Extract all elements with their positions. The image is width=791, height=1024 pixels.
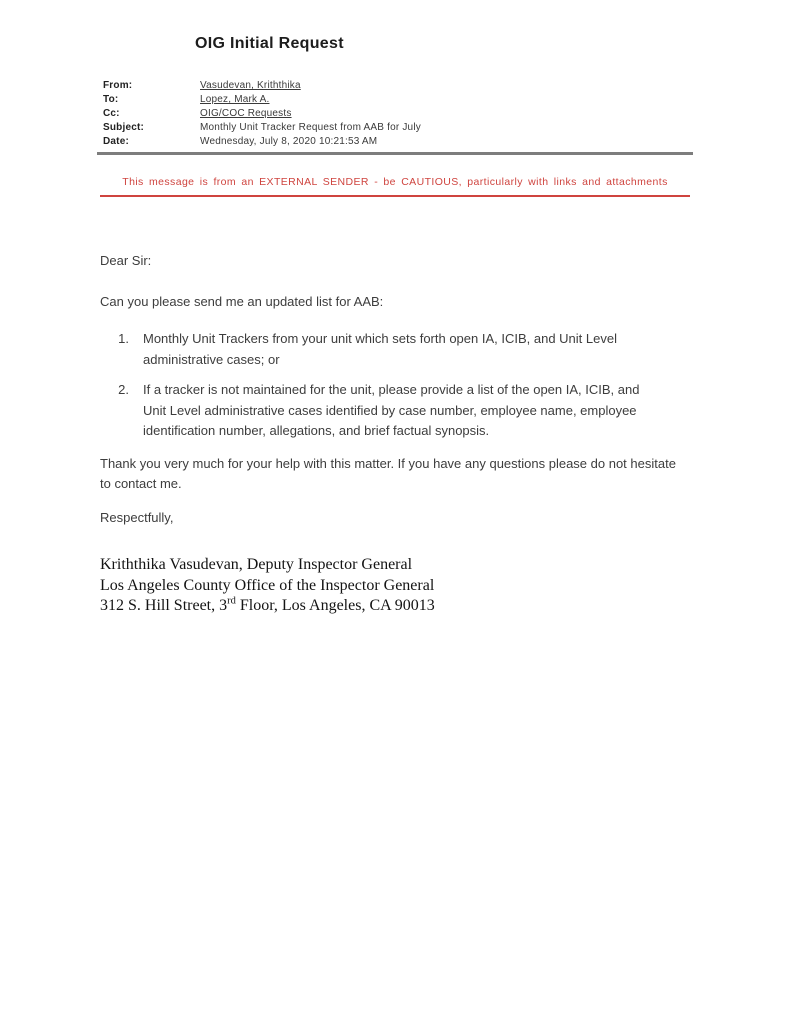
- subject-label: Subject:: [103, 122, 145, 133]
- signature-address: [100, 596, 435, 617]
- header-row-subject: [103, 121, 663, 135]
- numbered-request-list: [100, 329, 648, 442]
- document-title: OIG Initial Request: [195, 35, 344, 52]
- subject-value: Monthly Unit Tracker Request from AAB for July: [200, 122, 421, 133]
- header-row-from: [103, 79, 663, 93]
- to-label: To:: [103, 94, 119, 105]
- email-header: [103, 79, 663, 149]
- list-item: [118, 380, 648, 442]
- header-row-cc: [103, 107, 663, 121]
- to-recipient-link[interactable]: Lopez, Mark A.: [200, 94, 270, 105]
- address-post: Floor, Los Angeles, CA 90013: [235, 597, 435, 614]
- list-item-text: Monthly Unit Trackers from your unit which sets forth open IA, ICIB, and Unit Level administrative cases; or: [143, 331, 617, 367]
- signature-block: [100, 555, 435, 617]
- salutation: Dear Sir:: [100, 253, 152, 268]
- header-divider: [97, 152, 693, 155]
- from-recipient-link[interactable]: Vasudevan, Kriththika: [200, 80, 301, 91]
- header-row-to: [103, 93, 663, 107]
- from-label: From:: [103, 80, 133, 91]
- cc-label: Cc:: [103, 108, 120, 119]
- list-item-number: 1.: [118, 331, 129, 346]
- cc-recipient-link[interactable]: OIG/COC Requests: [200, 108, 292, 119]
- signature-organization: Los Angeles County Office of the Inspector General: [100, 576, 435, 594]
- list-item-text: If a tracker is not maintained for the unit, please provide a list of the open IA, ICIB, and Unit Level administrative cases identified by case number, employee name, employee identification number, allegations, and brief factual synopsis.: [143, 382, 640, 438]
- thanks-paragraph: Thank you very much for your help with this matter. If you have any questions please do not hesitate to contact me.: [100, 455, 676, 491]
- address-pre: 312 S. Hill Street, 3: [100, 597, 228, 614]
- external-sender-banner: This message is from an EXTERNAL SENDER - be CAUTIOUS, particularly with links and attachments: [100, 176, 690, 197]
- signature-name-title: Kriththika Vasudevan, Deputy Inspector General: [100, 556, 413, 573]
- date-value: Wednesday, July 8, 2020 10:21:53 AM: [200, 136, 378, 147]
- list-item-number: 2.: [118, 382, 129, 397]
- list-item: [118, 329, 648, 370]
- email-body: [100, 251, 680, 528]
- header-row-date: [103, 135, 663, 149]
- closing: Respectfully,: [100, 509, 174, 525]
- intro-paragraph: Can you please send me an updated list for AAB:: [100, 293, 384, 309]
- date-label: Date:: [103, 136, 130, 147]
- address-ordinal-superscript: rd: [227, 595, 236, 607]
